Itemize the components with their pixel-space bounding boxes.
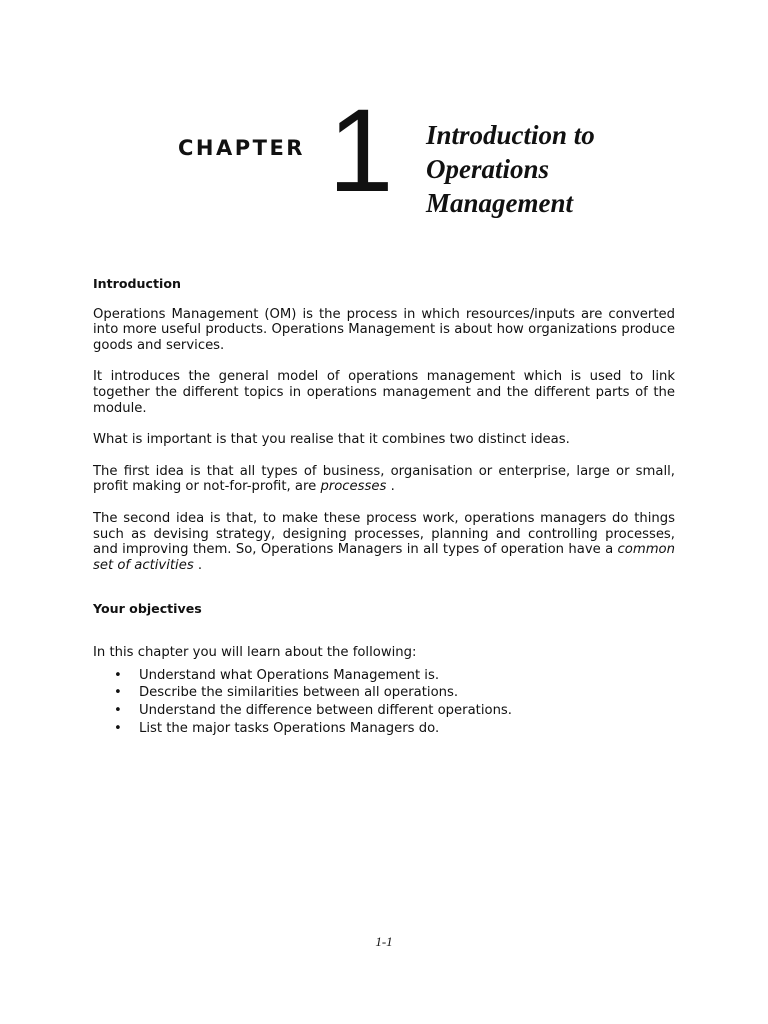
list-item (93, 702, 675, 720)
list-item (93, 720, 675, 738)
emphasis-processes: processes (320, 479, 387, 495)
intro-paragraph-5 (93, 511, 675, 573)
chapter-title (426, 118, 746, 220)
chapter-title-line: Management (426, 188, 574, 218)
objectives-list (93, 667, 675, 738)
paragraph-text: . (386, 479, 395, 495)
bullet-icon: • (114, 720, 122, 736)
intro-paragraph-2: It introduces the general model of operations management which is used to link together the different topics in operations management and the different parts of the module. (93, 369, 675, 416)
page-number: 1-1 (375, 934, 393, 949)
intro-paragraph-1: Operations Management (OM) is the process in which resources/inputs are converted into more useful products. Operations Management is about how organizations produce goods and services. (93, 306, 675, 353)
bullet-icon: • (114, 703, 122, 719)
chapter-label: CHAPTER (178, 136, 305, 160)
intro-paragraph-4 (93, 464, 675, 495)
paragraph-text: The second idea is that, to make these process work, operations managers do things such as devising strategy, designing processes, planning and controlling processes, and improving them. So, Operations Managers in all types of operation have a (93, 510, 675, 558)
list-item-text: Understand what Operations Management is. (139, 667, 440, 683)
chapter-title-line: Operations (426, 154, 550, 184)
chapter-title-line: Introduction to (426, 120, 595, 150)
introduction-heading: Introduction (93, 276, 181, 291)
objectives-lead: In this chapter you will learn about the following: (93, 644, 417, 660)
list-item-text: List the major tasks Operations Managers do. (139, 720, 440, 736)
objectives-heading: Your objectives (93, 601, 202, 617)
chapter-body (93, 276, 675, 738)
paragraph-text: . (193, 557, 203, 573)
bullet-icon: • (114, 667, 122, 683)
chapter-number: 1 (328, 85, 392, 217)
list-item-text: Understand the difference between different operations. (139, 703, 512, 719)
list-item (93, 667, 675, 685)
bullet-icon: • (114, 685, 122, 701)
list-item-text: Describe the similarities between all operations. (139, 685, 459, 701)
intro-paragraph-3: What is important is that you realise that it combines two distinct ideas. (93, 432, 570, 448)
paragraph-text: The first idea is that all types of business, organisation or enterprise, large or small, profit making or not-for-profit, are (93, 463, 675, 495)
emphasis-common-activities: common set of activities (93, 542, 675, 573)
list-item (93, 684, 675, 702)
